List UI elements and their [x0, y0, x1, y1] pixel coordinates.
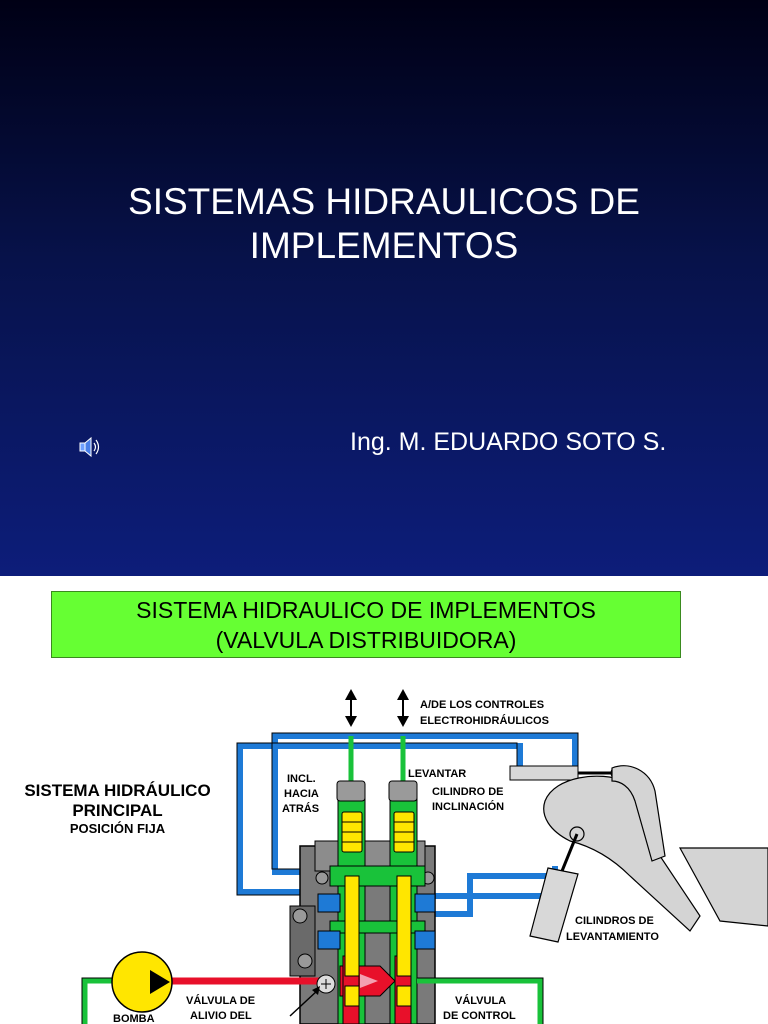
- label-cil-incl-2: INCLINACIÓN: [432, 801, 505, 813]
- author-name: Ing. M. EDUARDO SOTO S.: [350, 428, 667, 456]
- diagram-slide: [0, 576, 768, 1024]
- slide-title: [0, 180, 768, 268]
- label-control-2: DE CONTROL: [443, 1010, 516, 1022]
- slide-title-line2: IMPLEMENTOS: [249, 225, 519, 266]
- slide-title-line1: SISTEMAS HIDRAULICOS DE: [128, 181, 640, 222]
- up-down-arrows-icon: [345, 689, 409, 727]
- label-incl-1: INCL.: [287, 773, 316, 785]
- lift-cylinder: [530, 834, 578, 942]
- label-cil-lev-2: LEVANTAMIENTO: [566, 931, 659, 943]
- label-cil-lev-1: CILINDROS DE: [575, 915, 654, 927]
- system-label-line3: POSICIÓN FIJA: [69, 821, 166, 836]
- label-incl-2: HACIA: [284, 788, 319, 800]
- label-cil-incl-1: CILINDRO DE: [432, 786, 504, 798]
- banner-line2: (VALVULA DISTRIBUIDORA): [215, 627, 517, 653]
- speaker-icon[interactable]: [77, 435, 103, 464]
- label-controls-1: A/DE LOS CONTROLES: [420, 699, 545, 711]
- system-label-line1: SISTEMA HIDRÁULICO: [24, 781, 211, 800]
- label-levantar: LEVANTAR: [408, 768, 467, 780]
- label-controls-2: ELECTROHIDRÁULICOS: [420, 715, 549, 727]
- hydraulic-diagram: [0, 576, 768, 1024]
- pump-icon: [112, 952, 172, 1012]
- label-alivio-2: ALIVIO DEL: [190, 1010, 252, 1022]
- banner-line1: SISTEMA HIDRAULICO DE IMPLEMENTOS: [136, 597, 596, 623]
- label-alivio-1: VÁLVULA DE: [186, 995, 256, 1007]
- label-bomba: BOMBA: [113, 1013, 155, 1024]
- system-label-line2: PRINCIPAL: [72, 801, 163, 820]
- loader-linkage: [544, 766, 768, 931]
- label-incl-3: ATRÁS: [282, 803, 320, 815]
- label-control-1: VÁLVULA: [455, 995, 507, 1007]
